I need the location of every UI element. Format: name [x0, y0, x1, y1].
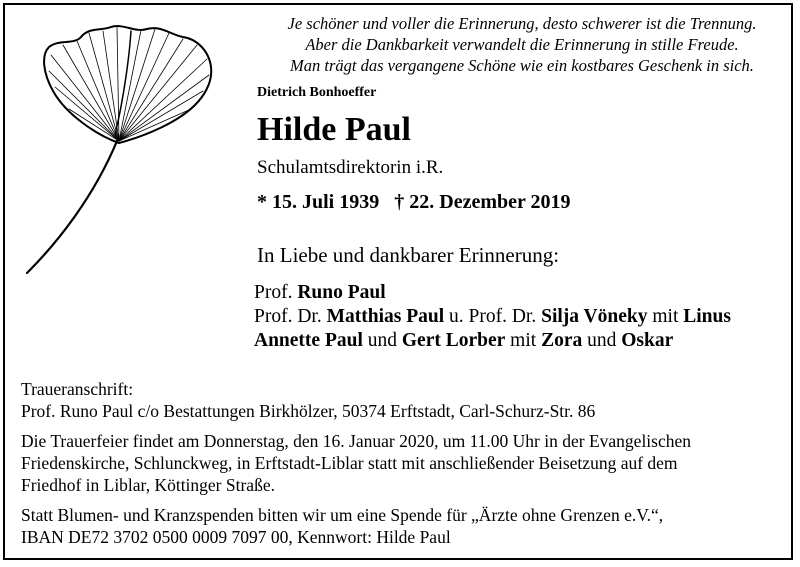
mourner-name: Oskar [621, 330, 674, 351]
mourner-name: Silja Vöneky [541, 306, 648, 327]
mourner-line-2 [254, 305, 731, 329]
ceremony-line-3: Friedhof in Liblar, Köttinger Straße. [21, 475, 275, 495]
mourner-line-1 [254, 281, 731, 305]
address-label: Traueranschrift: [21, 379, 134, 399]
quote-author: Dietrich Bonhoeffer [257, 85, 377, 100]
ceremony-line-2: Friedenskirche, Schlunckweg, in Erftstadt-Liblar statt mit anschließender Beisetzung auf dem [21, 453, 678, 473]
mourner-name: Matthias Paul [326, 306, 445, 327]
mourner-text: mit [505, 330, 542, 351]
footer [21, 378, 791, 548]
mourner-name: Linus [683, 306, 731, 327]
mourner-text: Prof. [254, 282, 298, 303]
deceased-name: Hilde Paul [257, 111, 411, 148]
obituary-frame [3, 3, 793, 560]
death-date: † 22. Dezember 2019 [394, 191, 571, 213]
remembrance-intro: In Liebe und dankbarer Erinnerung: [257, 243, 560, 267]
donation-line-2: IBAN DE72 3702 0500 0009 7097 00, Kennwort: Hilde Paul [21, 527, 451, 547]
quote-line-2: Aber die Dankbarkeit verwandelt die Erinnerung in stille Freude. [305, 35, 739, 54]
deceased-title: Schulamtsdirektorin i.R. [257, 157, 444, 178]
quote [257, 13, 787, 76]
mourner-text: Prof. Dr. [254, 306, 327, 327]
mourner-text: und [582, 330, 622, 351]
mourner-name: Gert Lorber [401, 330, 506, 351]
mourner-name: Zora [541, 330, 583, 351]
mourners [254, 281, 731, 353]
mourner-name: Annette Paul [254, 330, 363, 351]
mourner-line-3 [254, 329, 731, 353]
ginkgo-leaf-icon [19, 21, 229, 281]
life-dates [257, 191, 571, 214]
mourner-text: mit [647, 306, 684, 327]
birth-date: * 15. Juli 1939 [257, 191, 380, 213]
quote-line-3: Man trägt das vergangene Schöne wie ein kostbares Geschenk in sich. [290, 56, 754, 75]
mourning-address: Prof. Runo Paul c/o Bestattungen Birkhölzer, 50374 Erftstadt, Carl-Schurz-Str. 86 [21, 401, 596, 421]
mourner-text: u. Prof. Dr. [444, 306, 542, 327]
mourner-text: und [362, 330, 402, 351]
ceremony-line-1: Die Trauerfeier findet am Donnerstag, den 16. Januar 2020, um 11.00 Uhr in der Evangelischen [21, 431, 692, 451]
donation-line-1: Statt Blumen- und Kranzspenden bitten wir um eine Spende für „Ärzte ohne Grenzen e.V.“, [21, 505, 664, 525]
quote-line-1: Je schöner und voller die Erinnerung, desto schwerer ist die Trennung. [287, 14, 757, 33]
mourner-name: Runo Paul [297, 282, 386, 303]
